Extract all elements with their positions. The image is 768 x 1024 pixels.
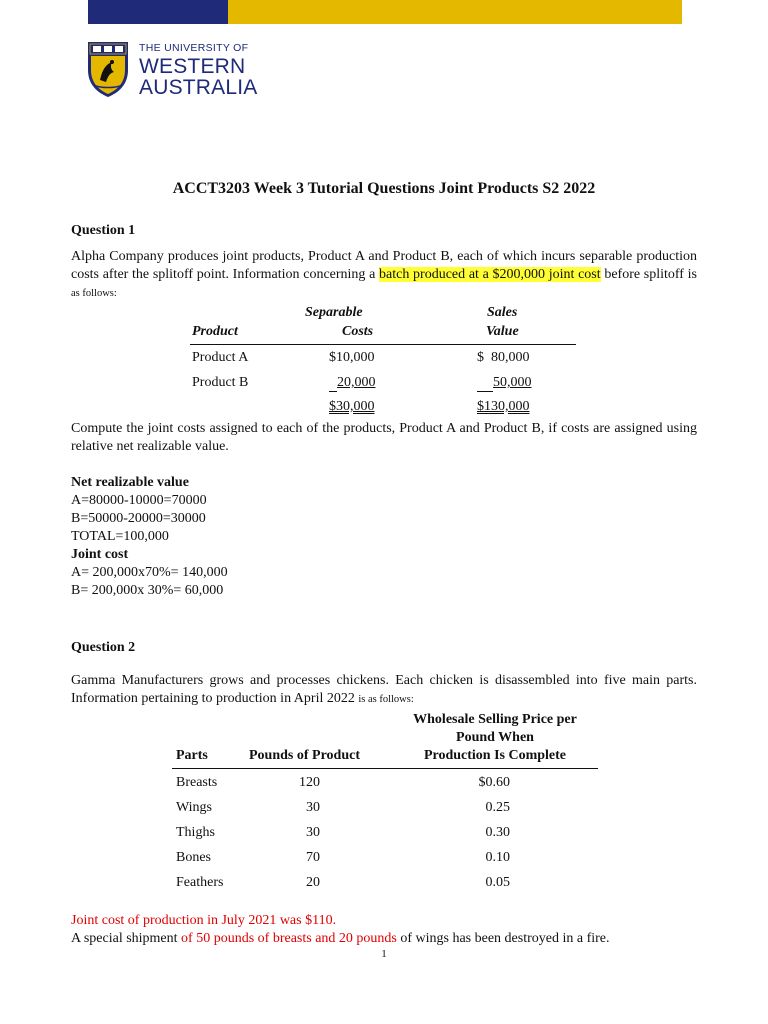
q1-intro-highlight: batch produced at a $200,000 joint cost	[379, 267, 601, 282]
q2-header-parts: Parts	[176, 748, 208, 763]
q2-header-price-1: Wholesale Selling Price per	[413, 712, 577, 727]
shipment-text: A special shipment	[71, 931, 182, 946]
q2-row-price: 0.25	[485, 800, 510, 815]
joint-cost-a: A= 200,000x70%= 140,000	[71, 565, 228, 580]
logo-line-1: THE UNIVERSITY OF	[139, 42, 249, 54]
shipment-red-text: of 50 pounds of breasts and 20 pounds	[181, 931, 397, 946]
question-1-prompt: Compute the joint costs assigned to each of the products, Product A and Product B, if costs are assigned using relative net realizable value.	[71, 421, 697, 454]
q1-header-rule	[190, 344, 576, 345]
university-logo	[86, 40, 258, 98]
nrv-heading: Net realizable value	[71, 475, 189, 490]
q2-header-price-3: Production Is Complete	[423, 748, 567, 763]
q1-row-product: Product A	[192, 350, 249, 365]
q2-row-pounds: 30	[306, 825, 320, 840]
q1-row-sales: $ 80,000	[477, 350, 530, 365]
q2-row-pounds: 30	[306, 800, 320, 815]
q1-header-product: Product	[192, 324, 238, 339]
crest-icon	[86, 40, 130, 98]
banner-gold-segment	[228, 0, 682, 24]
q1-intro-text: Alpha Company produces joint products, Product A and Product B, each of which incurs separable production costs after the splitoff point. Information concerning a	[71, 249, 697, 282]
q2-row-part: Bones	[176, 850, 211, 865]
document-title: ACCT3203 Week 3 Tutorial Questions Joint Products S2 2022	[172, 180, 596, 197]
q1-row-sales: 50,000	[493, 375, 532, 390]
q1-intro-text-end: before splitoff is	[600, 267, 697, 282]
q1-underline-pad	[477, 391, 493, 392]
q1-intro-small: as follows:	[71, 288, 117, 299]
joint-cost-b: B= 200,000x 30%= 60,000	[71, 583, 224, 598]
q2-intro-small: is as follows:	[358, 694, 414, 705]
q1-total-cost: $30,000	[329, 399, 375, 414]
q2-row-part: Wings	[176, 800, 212, 815]
q2-row-pounds: 120	[299, 775, 320, 790]
q2-row-price: 0.10	[485, 850, 510, 865]
logo-line-3: AUSTRALIA	[139, 75, 258, 99]
question-1-heading: Question 1	[71, 223, 136, 238]
q2-intro-text: Gamma Manufacturers grows and processes chickens. Each chicken is disassembled into five main parts. Information pertaining to production in April 2022	[71, 673, 697, 706]
joint-cost-note: Joint cost of production in July 2021 was $110.	[71, 913, 337, 928]
top-banner	[88, 0, 682, 24]
q2-row-pounds: 70	[306, 850, 320, 865]
q1-header-costs: Costs	[342, 324, 374, 339]
q1-total-sales: $130,000	[477, 399, 530, 414]
nrv-a: A=80000-10000=70000	[71, 493, 207, 508]
q2-row-price: 0.05	[485, 875, 510, 890]
q2-row-price: 0.30	[485, 825, 510, 840]
joint-cost-heading: Joint cost	[71, 547, 129, 562]
q2-header-price-2: Pound When	[456, 730, 534, 745]
question-2-intro	[71, 672, 697, 709]
logo-line-2: WESTERN	[139, 54, 246, 78]
q2-row-pounds: 20	[306, 875, 320, 890]
q2-row-price: $0.60	[478, 775, 510, 790]
question-2-heading: Question 2	[71, 640, 136, 655]
q1-header-separable: Separable	[305, 305, 363, 320]
shipment-text-end: of wings has been destroyed in a fire.	[396, 931, 610, 946]
q1-row-product: Product B	[192, 375, 249, 390]
q2-header-pounds: Pounds of Product	[249, 748, 360, 763]
q2-row-part: Thighs	[176, 825, 215, 840]
q1-header-sales: Sales	[487, 305, 518, 320]
q2-row-part: Feathers	[176, 875, 224, 890]
banner-navy-segment	[88, 0, 228, 24]
q1-header-value: Value	[486, 324, 519, 339]
nrv-b: B=50000-20000=30000	[71, 511, 206, 526]
q2-header-rule	[172, 768, 598, 769]
q1-row-cost: $10,000	[329, 350, 375, 365]
shipment-note	[71, 930, 697, 948]
question-1-intro	[71, 248, 697, 303]
q1-row-cost: 20,000	[337, 375, 376, 390]
q2-row-part: Breasts	[176, 775, 218, 790]
nrv-total: TOTAL=100,000	[71, 529, 169, 544]
page-number: 1	[381, 948, 387, 960]
q1-underline-pad	[329, 391, 337, 392]
